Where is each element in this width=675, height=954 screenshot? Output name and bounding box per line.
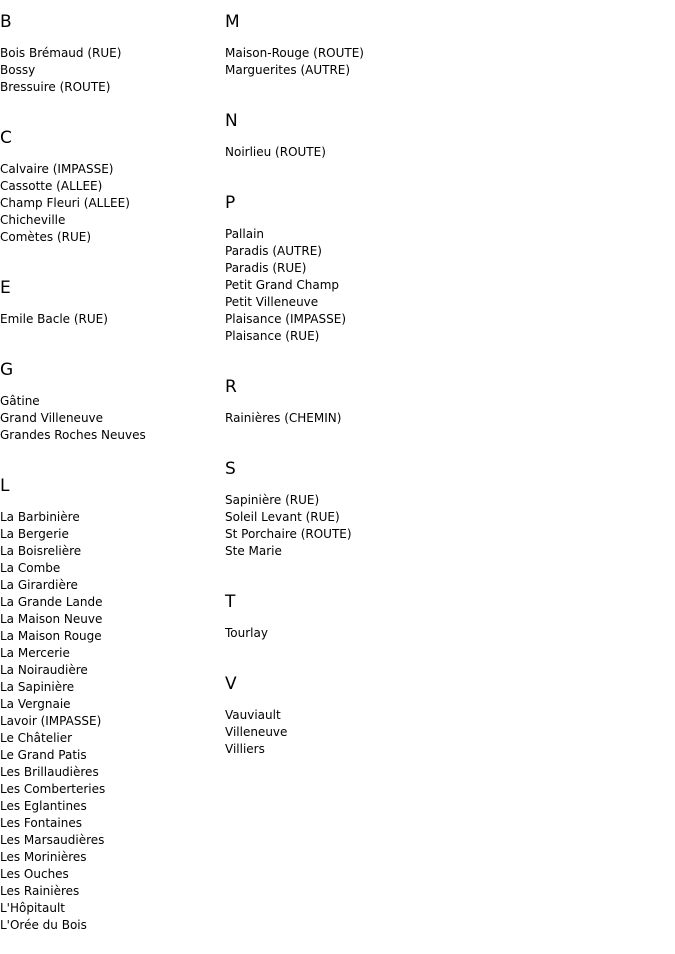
letter-heading: P (225, 193, 236, 213)
street-item: Villiers (225, 742, 265, 756)
street-item: La Mercerie (0, 646, 70, 660)
letter-heading: R (225, 377, 237, 397)
street-item: La Combe (0, 561, 61, 575)
street-item: Les Marsaudières (0, 833, 105, 847)
street-list (225, 144, 525, 161)
street-item: Chicheville (0, 213, 66, 227)
street-item: Gâtine (0, 394, 40, 408)
street-item: Cassotte (ALLEE) (0, 179, 103, 193)
street-item: Maison-Rouge (ROUTE) (225, 46, 364, 60)
street-item: La Sapinière (0, 680, 75, 694)
street-item: Les Eglantines (0, 799, 87, 813)
street-item: Les Ouches (0, 867, 69, 881)
street-item: Comètes (RUE) (0, 230, 92, 244)
street-item: Petit Villeneuve (225, 295, 319, 309)
letter-heading: L (0, 476, 10, 496)
street-item: Grandes Roches Neuves (0, 428, 146, 442)
street-list (225, 226, 525, 345)
letter-heading: M (225, 12, 240, 32)
street-list (0, 311, 220, 328)
street-item: Paradis (AUTRE) (225, 244, 322, 258)
street-item: Le Grand Patis (0, 748, 87, 762)
street-item: Grand Villeneuve (0, 411, 104, 425)
letter-group-v (225, 662, 525, 758)
street-item: Vauviault (225, 708, 281, 722)
letter-group-e (0, 266, 220, 328)
street-item: Petit Grand Champ (225, 278, 340, 292)
street-item: Calvaire (IMPASSE) (0, 162, 114, 176)
street-item: Emile Bacle (RUE) (0, 312, 108, 326)
letter-group-r (225, 365, 525, 427)
letter-heading: T (225, 592, 236, 612)
street-list (0, 393, 220, 444)
street-item: Les Comberteries (0, 782, 106, 796)
street-item: Noirlieu (ROUTE) (225, 145, 326, 159)
letter-group-p (225, 181, 525, 345)
letter-group-n (225, 99, 525, 161)
street-item: Les Fontaines (0, 816, 82, 830)
street-item: La Barbinière (0, 510, 80, 524)
street-item: Bois Brémaud (RUE) (0, 46, 122, 60)
street-item: Plaisance (IMPASSE) (225, 312, 347, 326)
street-item: Soleil Levant (RUE) (225, 510, 340, 524)
street-list (0, 161, 220, 246)
letter-heading: C (0, 128, 12, 148)
letter-group-g (0, 348, 220, 444)
street-item: La Noiraudière (0, 663, 88, 677)
street-item: La Boisrelière (0, 544, 82, 558)
street-list (225, 410, 525, 427)
street-list (225, 625, 525, 642)
letter-group-l (0, 464, 220, 934)
street-item: Bossy (0, 63, 36, 77)
street-item: Les Brillaudières (0, 765, 99, 779)
street-item: La Maison Rouge (0, 629, 102, 643)
street-item: L'Orée du Bois (0, 918, 87, 932)
street-item: Les Morinières (0, 850, 87, 864)
street-list (225, 492, 525, 560)
street-item: Bressuire (ROUTE) (0, 80, 111, 94)
street-item: La Vergnaie (0, 697, 71, 711)
street-item: La Maison Neuve (0, 612, 103, 626)
street-item: Tourlay (225, 626, 268, 640)
letter-group-t (225, 580, 525, 642)
letter-heading: B (0, 12, 12, 32)
street-item: L'Hôpitault (0, 901, 66, 915)
street-item: Les Rainières (0, 884, 80, 898)
letter-heading: N (225, 111, 238, 131)
letter-group-b (0, 0, 220, 96)
street-item: Ste Marie (225, 544, 282, 558)
letter-heading: V (225, 674, 237, 694)
street-item: Lavoir (IMPASSE) (0, 714, 102, 728)
street-list (0, 509, 220, 934)
street-item: La Girardière (0, 578, 78, 592)
street-index-column-right (225, 0, 525, 778)
letter-heading: E (0, 278, 11, 298)
street-list (225, 45, 525, 79)
street-item: Villeneuve (225, 725, 288, 739)
letter-heading: S (225, 459, 236, 479)
letter-group-s (225, 447, 525, 560)
street-item: Marguerites (AUTRE) (225, 63, 351, 77)
street-list (0, 45, 220, 96)
letter-group-m (225, 0, 525, 79)
street-item: Pallain (225, 227, 265, 241)
street-index-column-left (0, 0, 220, 954)
street-item: Sapinière (RUE) (225, 493, 320, 507)
letter-group-c (0, 116, 220, 246)
street-item: St Porchaire (ROUTE) (225, 527, 352, 541)
street-item: La Bergerie (0, 527, 69, 541)
street-item: La Grande Lande (0, 595, 103, 609)
street-list (225, 707, 525, 758)
street-item: Paradis (RUE) (225, 261, 307, 275)
street-item: Le Châtelier (0, 731, 73, 745)
street-item: Rainières (CHEMIN) (225, 411, 342, 425)
street-item: Plaisance (RUE) (225, 329, 320, 343)
letter-heading: G (0, 360, 14, 380)
street-item: Champ Fleuri (ALLEE) (0, 196, 130, 210)
